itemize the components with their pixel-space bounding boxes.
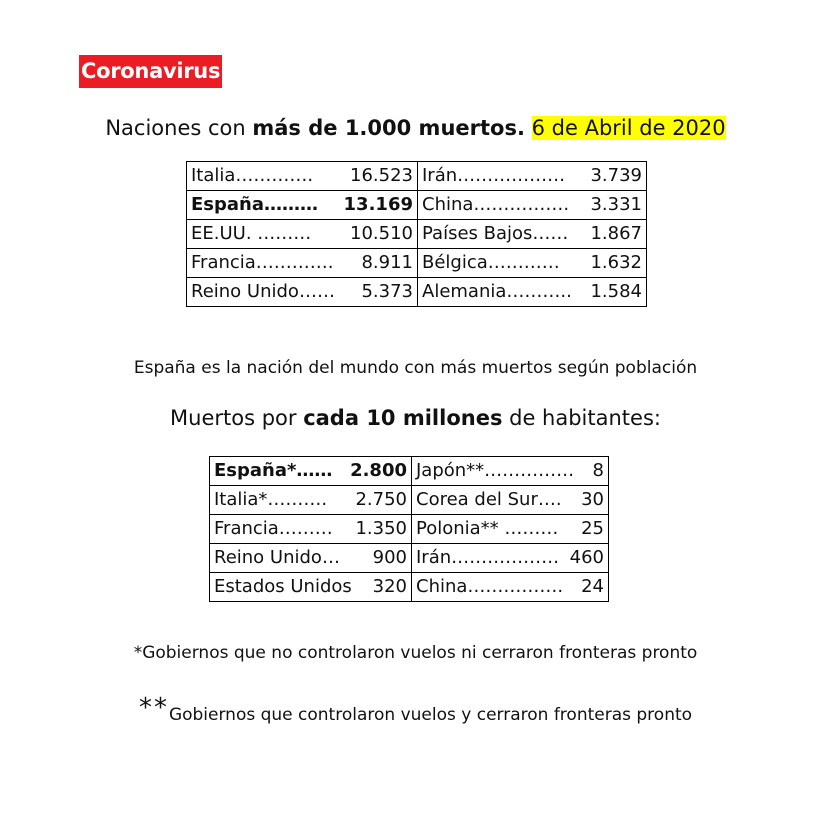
table-cell bbox=[187, 191, 418, 220]
subheading-suffix: de habitantes: bbox=[502, 406, 661, 430]
table-cell bbox=[418, 191, 647, 220]
table-row bbox=[210, 457, 609, 486]
subheading bbox=[0, 406, 831, 430]
country-value: 2.800 bbox=[350, 460, 407, 481]
country-value: 5.373 bbox=[361, 281, 413, 302]
country-value: 1.867 bbox=[590, 223, 642, 244]
country-value: 24 bbox=[581, 576, 604, 597]
country-value: 8.911 bbox=[361, 252, 413, 273]
table-cell bbox=[187, 249, 418, 278]
table-cell bbox=[412, 544, 609, 573]
country-name: Italia…………. bbox=[191, 165, 314, 186]
footnote-single-star: *Gobiernos que no controlaron vuelos ni cerraron fronteras pronto bbox=[133, 643, 698, 663]
table-cell bbox=[412, 573, 609, 602]
subheading-bold: cada 10 millones bbox=[303, 406, 503, 430]
country-name: China……………. bbox=[416, 576, 564, 597]
country-value: 3.331 bbox=[590, 194, 642, 215]
country-name: España*…… bbox=[214, 460, 333, 481]
table-cell bbox=[187, 278, 418, 307]
table-cell bbox=[412, 515, 609, 544]
country-name: China……………. bbox=[422, 194, 570, 215]
table-row bbox=[187, 220, 647, 249]
country-name: Irán……………… bbox=[422, 165, 566, 186]
headline-date: 6 de Abril de 2020 bbox=[531, 116, 726, 140]
country-value: 3.739 bbox=[590, 165, 642, 186]
table-row bbox=[187, 162, 647, 191]
table-cell bbox=[187, 220, 418, 249]
table-cell bbox=[187, 162, 418, 191]
country-name: Francia…………. bbox=[191, 252, 334, 273]
subheading-prefix: Muertos por bbox=[170, 406, 304, 430]
table-row bbox=[210, 544, 609, 573]
country-value: 460 bbox=[569, 547, 604, 568]
country-name: España……… bbox=[191, 194, 319, 215]
country-name: Japón**…………… bbox=[416, 460, 575, 481]
country-name: Italia*………. bbox=[214, 489, 328, 510]
table-cell bbox=[418, 249, 647, 278]
country-name: Corea del Sur…. bbox=[416, 489, 562, 510]
table-cell bbox=[418, 220, 647, 249]
headline-bold: más de 1.000 muertos. bbox=[252, 116, 525, 140]
coronavirus-tag: Coronavirus bbox=[79, 55, 222, 88]
country-name: Estados Unidos bbox=[214, 576, 352, 597]
table-cell bbox=[210, 515, 412, 544]
footnote-double-star bbox=[0, 693, 831, 725]
footnote-double-text: Gobiernos que controlaron vuelos y cerraron fronteras pronto bbox=[168, 705, 693, 725]
table-cell bbox=[210, 544, 412, 573]
country-value: 1.350 bbox=[355, 518, 407, 539]
headline bbox=[0, 113, 831, 143]
country-value: 30 bbox=[581, 489, 604, 510]
table-row bbox=[187, 191, 647, 220]
country-name: Francia……… bbox=[214, 518, 333, 539]
double-star-marker: ** bbox=[138, 693, 169, 723]
country-name: Irán……………… bbox=[416, 547, 560, 568]
country-value: 25 bbox=[581, 518, 604, 539]
country-value: 1.584 bbox=[590, 281, 642, 302]
country-value: 13.169 bbox=[343, 194, 413, 215]
country-name: Polonia** ……… bbox=[416, 518, 559, 539]
table-cell bbox=[210, 573, 412, 602]
country-value: 2.750 bbox=[355, 489, 407, 510]
country-name: EE.UU. ……… bbox=[191, 223, 312, 244]
country-value: 1.632 bbox=[590, 252, 642, 273]
country-value: 16.523 bbox=[350, 165, 413, 186]
country-value: 900 bbox=[372, 547, 407, 568]
country-name: Bélgica………… bbox=[422, 252, 560, 273]
headline-prefix: Naciones con bbox=[105, 116, 253, 140]
table-cell bbox=[412, 457, 609, 486]
country-value: 10.510 bbox=[350, 223, 413, 244]
table-cell bbox=[412, 486, 609, 515]
table-row bbox=[210, 573, 609, 602]
table-cell bbox=[210, 457, 412, 486]
table-cell bbox=[210, 486, 412, 515]
country-value: 8 bbox=[592, 460, 604, 481]
country-name: Reino Unido…… bbox=[191, 281, 335, 302]
country-name: Alemania……….. bbox=[422, 281, 572, 302]
country-name: Reino Unido… bbox=[214, 547, 340, 568]
table-row bbox=[210, 486, 609, 515]
deaths-table bbox=[186, 161, 647, 307]
country-name: Países Bajos…… bbox=[422, 223, 569, 244]
table-cell bbox=[418, 278, 647, 307]
table-row bbox=[210, 515, 609, 544]
per-capita-table bbox=[209, 456, 609, 602]
table-row bbox=[187, 278, 647, 307]
table-cell bbox=[418, 162, 647, 191]
table-row bbox=[187, 249, 647, 278]
country-value: 320 bbox=[372, 576, 407, 597]
statement: España es la nación del mundo con más muertos según población bbox=[133, 358, 698, 378]
